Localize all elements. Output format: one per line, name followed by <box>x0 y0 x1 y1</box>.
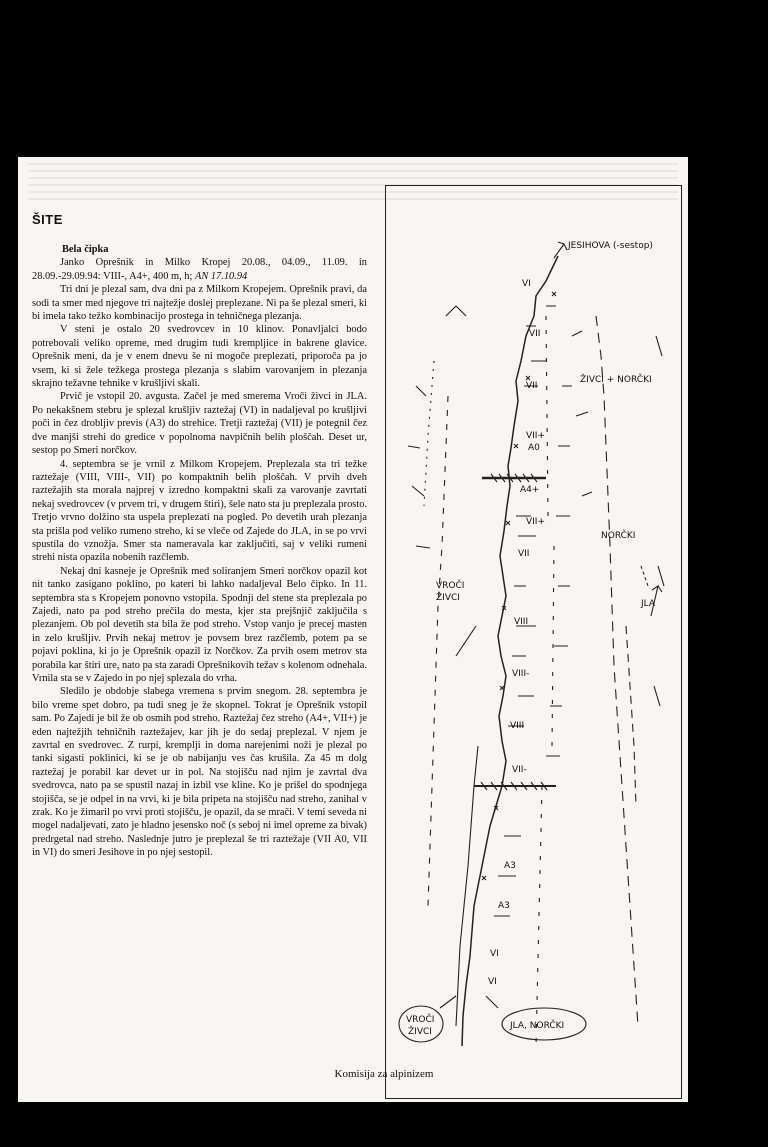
grade-label: A3 <box>504 861 516 871</box>
right-route-dashed <box>596 316 638 1026</box>
grade-label: VII <box>529 329 541 339</box>
paragraph-6: Sledilo je obdobje slabega vremena s prvim snegom. 28. septembra je bilo vreme spet dobro, pa tudi sneg je že skopnel. Tokrat je Oprešnik vstopil sam. Po Zajedi je bil že ob osmih pod streho. Raztežaj čez streho (A4+, VII+) je eden najtežjih tehničnih raztežajev, kar jih je do sedaj preplezal. V njem je zavrtal en svedrovec. Z rurpi, kremplji in doma narejenimi noži je plezal po tanki sigasti poklinici, ki se je ob nabijanju ves čas krušila. Za 45 m dolg raztežaj je porabil kar devet ur in pol. Na stojišču nad njim je zavrtal dva svedrovca, nato pa se spustil nazaj in izbil vse kline. Ko je prišel do spodnjega stojišča, se je odpel in na vrvi, ki je bila pripeta na stojišču nad streho, zanihal v zrak. Ko je žimaril po vrvi proti stojišču, je opazil, da se mrači. V temi seveda ni mogel nadaljevati, zato je hladno jesensko noč (s seboj ni imel opreme za bivak) predrgetal nad streho. Naslednje jutro je preplezal še tri raztežaje (VII A0, VII in VI) do smeri Jesihove in po njej sestopil. <box>32 686 367 859</box>
label-norcki: NORČKI <box>601 531 636 541</box>
route-meta: Janko Oprešnik in Milko Kropej 20.08., 04.09., 11.09. in 28.09.-29.09.94: VIII-, A4+, 400 m, h; AN 17.10.94 <box>32 257 367 282</box>
grade-label: VII- <box>512 765 527 775</box>
route-topo-sketch <box>385 185 682 1099</box>
grade-label: A0 <box>528 443 540 453</box>
label-bottom-jla-norcki: JLA, NORČKI <box>510 1021 565 1031</box>
label-bottom-vroci: VROČI <box>406 1015 435 1025</box>
top-arrow-icon <box>554 242 567 258</box>
grade-label: VI <box>490 949 499 959</box>
grade-label: VII <box>526 381 538 391</box>
paragraph-1: Tri dni je plezal sam, dva dni pa z Milkom Kropejem. Oprešnik pravi, da sodi ta smer med njegove tri najtežje doslej preplezane. Ni pa še plezal smeri, ki bi imela tako težko kombinacijo prostega in tehničnega plezanja. <box>32 284 367 323</box>
label-bottom-zivci: ŽIVCI <box>408 1027 432 1037</box>
page-footer: Komisija za alpinizem <box>334 1068 434 1080</box>
route-title: Bela čipka <box>62 244 109 255</box>
left-crack <box>428 396 448 906</box>
label-jla: JLA <box>641 599 656 609</box>
grade-label: VI <box>488 977 497 987</box>
label-zivci-norcki: ŽIVCI + NORČKI <box>580 375 652 385</box>
grade-label: VII+ <box>526 517 546 527</box>
route-line <box>462 256 558 1046</box>
grade-label: VIII <box>510 721 525 731</box>
paragraph-3: Prvič je vstopil 20. avgusta. Začel je med smerema Vroči živci in JLA. Po nekakšnem stebru je splezal krušljiv raztežaj (VI) in nadaljeval po krušljivi poči in čez drobljiv previs (A3) do strehice. Tretji raztežaj (VII) je potegnil čez dve manjši strehi do gredice v popolnoma navpičnih belih ploščah. Deset ur, sestop po Smeri norčkov. <box>32 391 367 457</box>
paragraph-4: 4. septembra se je vrnil z Milkom Kropejem. Preplezala sta tri težke raztežaje (VIII, VIII-, VII) po kompaktnih belih ploščah. V prvih dveh raztežajih sta morala najprej v izredno kompaktni skali za varovanje zavrtati nekaj svedrovcev (v prvem tri, v drugem štiri), šele nato sta ju preplezala prosto. Tretjo vrvno dolžino sta uspela preplezati na pogled. Po devetih urah plezanja sta prišla pod veliko rumeno streho, ki se vleče od Zajede do JLA, in se po vrvi spustila do vznožja. Smer sta nameravala kar zaključiti, saj v veliki rumeni strehi nista opazila nobenih razčlemb. <box>32 458 367 564</box>
document-page <box>18 157 688 1102</box>
grade-label: VI <box>522 279 531 289</box>
paragraph-5: Nekaj dni kasneje je Oprešnik med soliranjem Smeri norčkov opazil kot nit tanko zasigano poklino, po kateri bi lahko nadaljeval Belo čipko. In 11. septembra sta s Kropejem ponovno vstopila. Spodnji del stene sta preplezala po Zajedi, nato pa pod streho prečila do mesta, kjer sta prejšnjič zaključila s plezanjem. Ob pol devetih sta bila že pod streho. Vstop vanjo je precej masten in zelo krušljiv. Prvih nekaj metrov je povsem brez razčlemb, potem pa se pojavi poklina, ki jo je Oprešnik opazil iz Norčkov. Za prvih osem metrov sta porabila kar štiri ure, nato pa sta zaradi Oprešnikovih težav s kolenom odnehala. Vrnila sta se v Zajedo in po njej splezala do vrha. <box>32 565 367 684</box>
paragraph-2: V steni je ostalo 20 svedrovcev in 10 klinov. Ponavljalci bodo potrebovali veliko opreme, med drugim tudi krempljice in bakrene glavice. Oprešnik meni, da je v enem dnevu še ni mogoče preplezati, priporoča pa jo vsem, ki si žele težkega prostega plezanja s slabim varovanjem in plezanja skrajno težavne tehnike v krušljivi skali. <box>32 324 367 390</box>
grade-label: A3 <box>498 901 510 911</box>
label-jesihova: JESIHOVA (-sestop) <box>568 241 653 251</box>
grade-label: A4+ <box>520 485 540 495</box>
label-vroci: VROČI <box>436 581 465 591</box>
topo-drawing <box>386 186 681 1098</box>
route-meta-ref: AN 17.10.94 <box>194 270 248 282</box>
grade-label: VII <box>518 549 530 559</box>
label-zivci: ŽIVCI <box>436 593 460 603</box>
grade-label: VIII <box>514 617 529 627</box>
grade-label: VIII- <box>512 669 530 679</box>
grade-label: VII+ <box>526 431 546 441</box>
article-text <box>32 243 367 860</box>
section-title: ŠITE <box>32 212 63 227</box>
